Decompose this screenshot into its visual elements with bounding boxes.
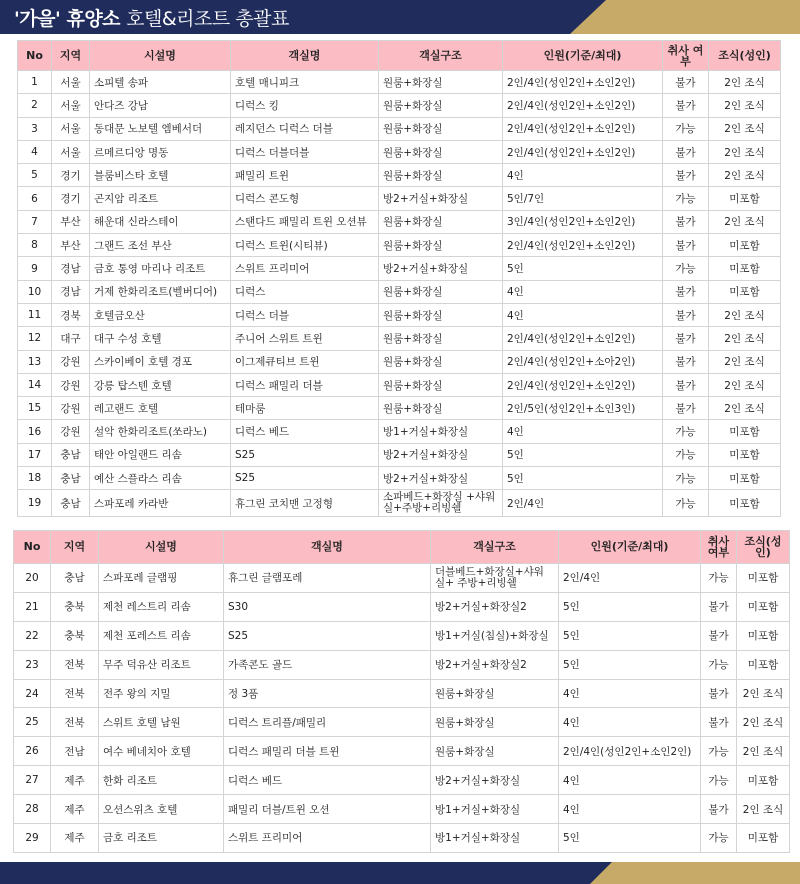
- row-structure: 방2+거실+화장실2: [431, 650, 559, 679]
- row-room: 패밀리 더블/트윈 오션: [224, 795, 431, 824]
- row-structure: 소파베드+화장실 +샤워실+주방+리빙쉘: [379, 490, 503, 517]
- row-room: 스위트 프리미어: [224, 824, 431, 853]
- row-capacity: 2인/4인(성인2인+소아2인): [503, 350, 663, 373]
- row-no: 25: [14, 708, 51, 737]
- row-region: 제주: [51, 795, 99, 824]
- row-facility: 그랜드 조선 부산: [90, 234, 231, 257]
- table-row: [18, 187, 781, 210]
- row-room: 디럭스 킹: [231, 94, 379, 117]
- row-cooking: 가능: [701, 766, 737, 795]
- row-room: 스탠다드 패밀리 트윈 오션뷰: [231, 210, 379, 233]
- row-capacity: 2인/4인(성인2인+소인2인): [503, 94, 663, 117]
- row-room: S25: [231, 443, 379, 466]
- row-room: S25: [231, 467, 379, 490]
- row-facility: 스위트 호텔 남원: [99, 708, 224, 737]
- row-cooking: 불가: [663, 373, 709, 396]
- row-capacity: 2인/5인(성인2인+소인3인): [503, 397, 663, 420]
- col-cooking: 취사 여부: [701, 531, 737, 564]
- row-room: 패밀리 트윈: [231, 164, 379, 187]
- table-row: [18, 71, 781, 94]
- facility-table-2: [13, 530, 790, 853]
- row-capacity: 2인/4인(성인2인+소인2인): [503, 117, 663, 140]
- row-capacity: 5인: [559, 592, 701, 621]
- row-room: 디럭스: [231, 280, 379, 303]
- col-structure: 객실구조: [379, 41, 503, 71]
- row-cooking: 가능: [663, 490, 709, 517]
- row-room: 디럭스 더블더블: [231, 140, 379, 163]
- row-room: 테마룸: [231, 397, 379, 420]
- row-region: 전북: [51, 679, 99, 708]
- row-room: 디럭스 패밀리 더블 트윈: [224, 737, 431, 766]
- row-region: 경북: [52, 303, 90, 326]
- row-structure: 원룸+화장실: [379, 117, 503, 140]
- row-no: 15: [18, 397, 52, 420]
- row-cooking: 불가: [663, 71, 709, 94]
- row-facility: 소피텔 송파: [90, 71, 231, 94]
- row-facility: 블룸비스타 호텔: [90, 164, 231, 187]
- row-breakfast: 2인 조식: [709, 117, 781, 140]
- row-no: 6: [18, 187, 52, 210]
- row-breakfast: 2인 조식: [709, 94, 781, 117]
- row-facility: 거제 한화리조트(벨버디어): [90, 280, 231, 303]
- row-facility: 레고랜드 호텔: [90, 397, 231, 420]
- row-no: 1: [18, 71, 52, 94]
- row-facility: 한화 리조트: [99, 766, 224, 795]
- row-breakfast: 미포함: [737, 592, 790, 621]
- row-capacity: 2인/4인(성인2인+소인2인): [503, 140, 663, 163]
- table-header-row: [14, 531, 790, 564]
- row-breakfast: 2인 조식: [709, 210, 781, 233]
- row-room: 디럭스 콘도형: [231, 187, 379, 210]
- row-no: 26: [14, 737, 51, 766]
- row-region: 경남: [52, 257, 90, 280]
- row-facility: 동대문 노보텔 엠베서더: [90, 117, 231, 140]
- row-breakfast: 2인 조식: [709, 71, 781, 94]
- row-facility: 스파포레 글램핑: [99, 564, 224, 593]
- col-no: No: [14, 531, 51, 564]
- row-room: 디럭스 패밀리 더블: [231, 373, 379, 396]
- row-facility: 금호 리조트: [99, 824, 224, 853]
- row-room: 레지던스 디럭스 더블: [231, 117, 379, 140]
- row-breakfast: 미포함: [709, 420, 781, 443]
- row-facility: 금호 통영 마리나 리조트: [90, 257, 231, 280]
- col-region: 지역: [51, 531, 99, 564]
- row-structure: 방2+거실+화장실: [379, 187, 503, 210]
- row-structure: 원룸+화장실: [379, 327, 503, 350]
- row-region: 충북: [51, 621, 99, 650]
- row-region: 부산: [52, 210, 90, 233]
- row-region: 경남: [52, 280, 90, 303]
- row-no: 16: [18, 420, 52, 443]
- table-row: [18, 490, 781, 517]
- row-room: 디럭스 베드: [231, 420, 379, 443]
- table-row: [14, 650, 790, 679]
- row-region: 서울: [52, 71, 90, 94]
- row-breakfast: 미포함: [709, 257, 781, 280]
- row-region: 부산: [52, 234, 90, 257]
- table-row: [18, 303, 781, 326]
- row-region: 전북: [51, 650, 99, 679]
- row-structure: 방2+거실+화장실2: [431, 592, 559, 621]
- col-structure: 객실구조: [431, 531, 559, 564]
- row-room: 스위트 프리미어: [231, 257, 379, 280]
- row-room: 디럭스 베드: [224, 766, 431, 795]
- table-header-row: [18, 41, 781, 71]
- row-region: 강원: [52, 397, 90, 420]
- table-row: [18, 420, 781, 443]
- row-region: 제주: [51, 824, 99, 853]
- row-capacity: 3인/4인(성인2인+소인2인): [503, 210, 663, 233]
- row-cooking: 불가: [663, 397, 709, 420]
- row-no: 7: [18, 210, 52, 233]
- row-capacity: 2인/4인: [503, 490, 663, 517]
- row-facility: 스카이베이 호텔 경포: [90, 350, 231, 373]
- row-capacity: 5인: [503, 257, 663, 280]
- title-sub: 호텔&리조트 총괄표: [126, 8, 289, 30]
- col-breakfast: 조식(성인): [737, 531, 790, 564]
- table-row: [18, 140, 781, 163]
- table-row: [14, 621, 790, 650]
- row-region: 전남: [51, 737, 99, 766]
- row-cooking: 불가: [663, 140, 709, 163]
- table-row: [14, 824, 790, 853]
- row-breakfast: 미포함: [737, 564, 790, 593]
- col-facility: 시설명: [99, 531, 224, 564]
- row-cooking: 가능: [701, 650, 737, 679]
- row-no: 5: [18, 164, 52, 187]
- row-capacity: 4인: [503, 164, 663, 187]
- row-cooking: 가능: [663, 117, 709, 140]
- row-region: 대구: [52, 327, 90, 350]
- table-row: [18, 350, 781, 373]
- row-capacity: 4인: [503, 280, 663, 303]
- row-cooking: 가능: [663, 420, 709, 443]
- row-facility: 여수 베네치아 호텔: [99, 737, 224, 766]
- row-room: 호텔 매니피크: [231, 71, 379, 94]
- row-structure: 원룸+화장실: [431, 679, 559, 708]
- row-no: 11: [18, 303, 52, 326]
- row-capacity: 5인: [559, 650, 701, 679]
- row-cooking: 불가: [701, 708, 737, 737]
- row-cooking: 가능: [663, 187, 709, 210]
- row-structure: 원룸+화장실: [379, 210, 503, 233]
- row-facility: 태안 아일랜드 리솜: [90, 443, 231, 466]
- row-structure: 방2+거실+화장실: [379, 443, 503, 466]
- row-capacity: 2인/4인(성인2인+소인2인): [503, 234, 663, 257]
- table-row: [18, 280, 781, 303]
- row-cooking: 가능: [663, 467, 709, 490]
- row-no: 23: [14, 650, 51, 679]
- row-no: 17: [18, 443, 52, 466]
- row-structure: 방1+거실+화장실: [431, 824, 559, 853]
- row-structure: 원룸+화장실: [431, 737, 559, 766]
- row-breakfast: 2인 조식: [737, 679, 790, 708]
- row-structure: 원룸+화장실: [379, 164, 503, 187]
- row-no: 2: [18, 94, 52, 117]
- row-cooking: 불가: [663, 303, 709, 326]
- row-region: 강원: [52, 373, 90, 396]
- table-row: [18, 467, 781, 490]
- facility-table-1: [17, 40, 781, 517]
- row-capacity: 4인: [559, 679, 701, 708]
- row-cooking: 불가: [701, 679, 737, 708]
- row-cooking: 불가: [663, 327, 709, 350]
- row-structure: 방2+거실+화장실: [379, 467, 503, 490]
- row-structure: 방1+거실+화장실: [431, 795, 559, 824]
- page-title: [14, 4, 289, 31]
- table-row: [14, 592, 790, 621]
- row-no: 3: [18, 117, 52, 140]
- row-facility: 강릉 탑스텐 호텔: [90, 373, 231, 396]
- row-breakfast: 2인 조식: [709, 303, 781, 326]
- row-room: 디럭스 더블: [231, 303, 379, 326]
- row-capacity: 4인: [559, 708, 701, 737]
- row-facility: 예산 스플라스 리솜: [90, 467, 231, 490]
- row-region: 경기: [52, 187, 90, 210]
- row-facility: 전주 왕의 지밀: [99, 679, 224, 708]
- table-2-body: [14, 564, 790, 853]
- row-cooking: 불가: [663, 94, 709, 117]
- row-breakfast: 2인 조식: [709, 140, 781, 163]
- table-1-body: [18, 71, 781, 517]
- row-breakfast: 미포함: [737, 824, 790, 853]
- table-row: [14, 766, 790, 795]
- row-structure: 더블베드+화장실+샤워실+ 주방+리빙쉘: [431, 564, 559, 593]
- row-region: 전북: [51, 708, 99, 737]
- row-facility: 해운대 신라스테이: [90, 210, 231, 233]
- row-region: 서울: [52, 94, 90, 117]
- table-row: [18, 164, 781, 187]
- row-cooking: 불가: [663, 164, 709, 187]
- row-room: 휴그린 코치맨 고정형: [231, 490, 379, 517]
- row-breakfast: 미포함: [709, 234, 781, 257]
- row-capacity: 5인: [503, 443, 663, 466]
- row-no: 20: [14, 564, 51, 593]
- row-no: 18: [18, 467, 52, 490]
- row-cooking: 가능: [701, 737, 737, 766]
- row-no: 4: [18, 140, 52, 163]
- row-capacity: 4인: [503, 420, 663, 443]
- row-capacity: 2인/4인: [559, 564, 701, 593]
- table-row: [14, 737, 790, 766]
- title-rest: 휴양소: [66, 8, 121, 30]
- row-capacity: 5인: [503, 467, 663, 490]
- table-row: [18, 117, 781, 140]
- col-region: 지역: [52, 41, 90, 71]
- row-breakfast: 미포함: [737, 621, 790, 650]
- row-capacity: 5인: [559, 824, 701, 853]
- table-row: [18, 234, 781, 257]
- row-region: 서울: [52, 117, 90, 140]
- row-region: 서울: [52, 140, 90, 163]
- row-breakfast: 미포함: [709, 187, 781, 210]
- row-facility: 제천 레스트리 리솜: [99, 592, 224, 621]
- row-breakfast: 미포함: [737, 650, 790, 679]
- row-cooking: 불가: [701, 621, 737, 650]
- row-no: 27: [14, 766, 51, 795]
- row-capacity: 5인/7인: [503, 187, 663, 210]
- row-capacity: 2인/4인(성인2인+소인2인): [503, 373, 663, 396]
- row-capacity: 4인: [559, 766, 701, 795]
- title-season: '가을': [14, 8, 61, 30]
- col-room: 객실명: [224, 531, 431, 564]
- row-breakfast: 미포함: [737, 766, 790, 795]
- row-room: 주니어 스위트 트윈: [231, 327, 379, 350]
- row-structure: 방2+거실+화장실: [379, 257, 503, 280]
- row-breakfast: 2인 조식: [709, 373, 781, 396]
- row-breakfast: 2인 조식: [709, 327, 781, 350]
- row-cooking: 가능: [663, 443, 709, 466]
- row-capacity: 4인: [503, 303, 663, 326]
- table-row: [18, 94, 781, 117]
- row-structure: 원룸+화장실: [379, 373, 503, 396]
- table-row: [18, 257, 781, 280]
- row-cooking: 불가: [663, 280, 709, 303]
- row-no: 29: [14, 824, 51, 853]
- row-capacity: 4인: [559, 795, 701, 824]
- row-facility: 안다즈 강남: [90, 94, 231, 117]
- row-facility: 르메르디앙 명동: [90, 140, 231, 163]
- row-structure: 원룸+화장실: [431, 708, 559, 737]
- table-row: [18, 327, 781, 350]
- row-no: 28: [14, 795, 51, 824]
- row-region: 제주: [51, 766, 99, 795]
- title-banner: [0, 0, 800, 34]
- row-structure: 원룸+화장실: [379, 71, 503, 94]
- table-row: [18, 210, 781, 233]
- row-no: 10: [18, 280, 52, 303]
- table-row: [18, 443, 781, 466]
- row-cooking: 불가: [701, 592, 737, 621]
- row-structure: 방1+거실(침실)+화장실: [431, 621, 559, 650]
- col-breakfast: 조식(성인): [709, 41, 781, 71]
- row-room: S25: [224, 621, 431, 650]
- row-cooking: 불가: [663, 350, 709, 373]
- row-region: 충남: [51, 564, 99, 593]
- row-no: 8: [18, 234, 52, 257]
- row-cooking: 가능: [701, 564, 737, 593]
- row-region: 강원: [52, 420, 90, 443]
- row-capacity: 2인/4인(성인2인+소인2인): [559, 737, 701, 766]
- row-facility: 대구 수성 호텔: [90, 327, 231, 350]
- row-no: 13: [18, 350, 52, 373]
- row-room: 정 3품: [224, 679, 431, 708]
- row-cooking: 불가: [663, 234, 709, 257]
- row-room: 이그제큐티브 트윈: [231, 350, 379, 373]
- col-room: 객실명: [231, 41, 379, 71]
- row-structure: 원룸+화장실: [379, 280, 503, 303]
- row-room: S30: [224, 592, 431, 621]
- table-row: [14, 795, 790, 824]
- row-facility: 무주 덕유산 리조트: [99, 650, 224, 679]
- row-no: 12: [18, 327, 52, 350]
- row-cooking: 가능: [701, 824, 737, 853]
- row-facility: 오션스위츠 호텔: [99, 795, 224, 824]
- row-structure: 원룸+화장실: [379, 350, 503, 373]
- row-region: 충남: [52, 443, 90, 466]
- table-row: [14, 679, 790, 708]
- row-no: 19: [18, 490, 52, 517]
- row-facility: 설악 한화리조트(쏘라노): [90, 420, 231, 443]
- row-breakfast: 2인 조식: [737, 708, 790, 737]
- row-region: 충남: [52, 467, 90, 490]
- row-no: 14: [18, 373, 52, 396]
- row-breakfast: 2인 조식: [737, 795, 790, 824]
- row-room: 가족콘도 골드: [224, 650, 431, 679]
- table-row: [18, 397, 781, 420]
- row-structure: 방1+거실+화장실: [379, 420, 503, 443]
- row-structure: 원룸+화장실: [379, 94, 503, 117]
- row-breakfast: 2인 조식: [709, 397, 781, 420]
- row-breakfast: 미포함: [709, 443, 781, 466]
- row-no: 9: [18, 257, 52, 280]
- table-row: [18, 373, 781, 396]
- footer-banner: [0, 862, 800, 884]
- col-no: No: [18, 41, 52, 71]
- row-structure: 원룸+화장실: [379, 397, 503, 420]
- row-room: 휴그린 글램포레: [224, 564, 431, 593]
- row-breakfast: 2인 조식: [709, 164, 781, 187]
- row-structure: 방2+거실+화장실: [431, 766, 559, 795]
- row-cooking: 가능: [663, 257, 709, 280]
- row-breakfast: 2인 조식: [709, 350, 781, 373]
- row-structure: 원룸+화장실: [379, 140, 503, 163]
- row-capacity: 2인/4인(성인2인+소인2인): [503, 327, 663, 350]
- row-facility: 제천 포레스트 리솜: [99, 621, 224, 650]
- row-region: 강원: [52, 350, 90, 373]
- row-no: 22: [14, 621, 51, 650]
- banner-gold-accent: [570, 0, 800, 34]
- row-breakfast: 2인 조식: [737, 737, 790, 766]
- row-no: 24: [14, 679, 51, 708]
- col-facility: 시설명: [90, 41, 231, 71]
- row-capacity: 5인: [559, 621, 701, 650]
- footer-gold-accent: [590, 862, 800, 884]
- col-cooking: 취사 여부: [663, 41, 709, 71]
- row-structure: 원룸+화장실: [379, 234, 503, 257]
- table-row: [14, 708, 790, 737]
- row-cooking: 불가: [663, 210, 709, 233]
- row-no: 21: [14, 592, 51, 621]
- row-structure: 원룸+화장실: [379, 303, 503, 326]
- row-breakfast: 미포함: [709, 490, 781, 517]
- row-facility: 곤지암 리조트: [90, 187, 231, 210]
- row-region: 경기: [52, 164, 90, 187]
- row-region: 충남: [52, 490, 90, 517]
- row-capacity: 2인/4인(성인2인+소인2인): [503, 71, 663, 94]
- row-region: 충북: [51, 592, 99, 621]
- row-cooking: 불가: [701, 795, 737, 824]
- row-breakfast: 미포함: [709, 467, 781, 490]
- col-capacity: 인원(기준/최대): [503, 41, 663, 71]
- col-capacity: 인원(기준/최대): [559, 531, 701, 564]
- row-room: 디럭스 트윈(시티뷰): [231, 234, 379, 257]
- table-row: [14, 564, 790, 593]
- row-breakfast: 미포함: [709, 280, 781, 303]
- row-facility: 스파포레 카라반: [90, 490, 231, 517]
- row-room: 디럭스 트리플/패밀리: [224, 708, 431, 737]
- row-facility: 호텔금오산: [90, 303, 231, 326]
